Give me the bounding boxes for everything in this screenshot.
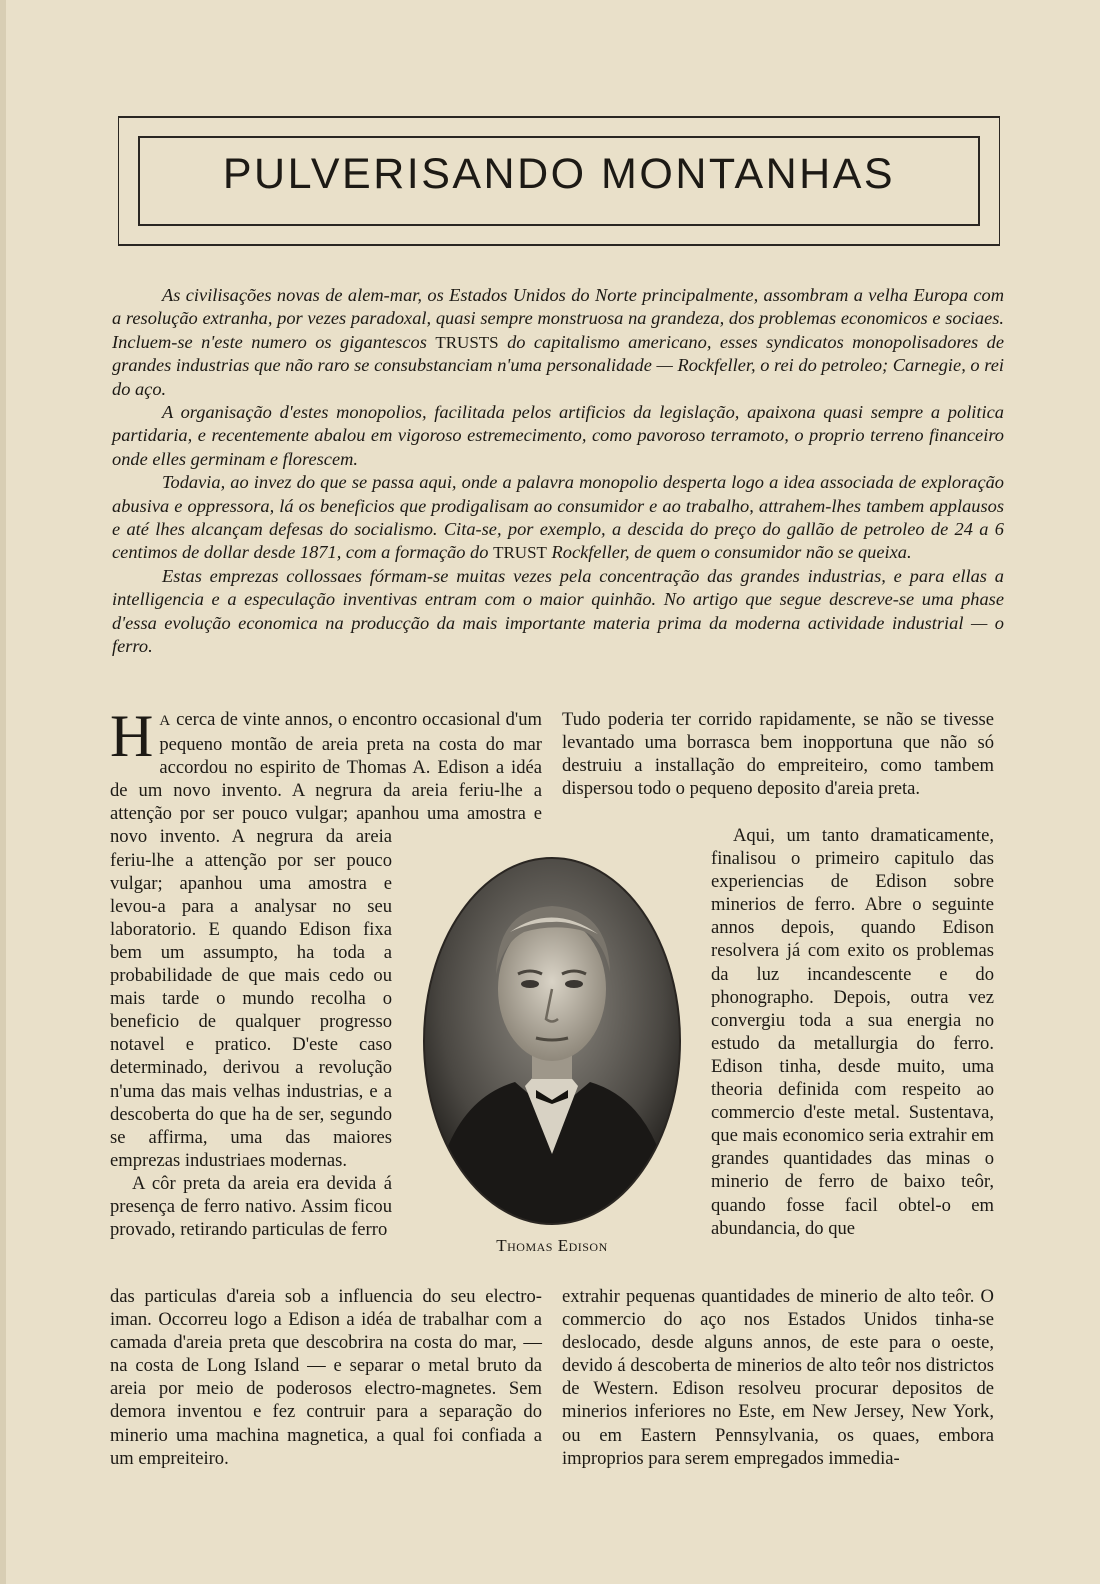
right-paragraph-2-continued: extrahir pequenas quantidades de minerio de alto teôr. O commercio do aço nos Estados Unidos tinha-se deslocado, desde alguns annos, de este para o oeste, devido á descoberta de minerios de alto teôr nos districtos de Western. Edison resolveu procurar depositos de minerios inferiores no Este, em New Jersey, New York, ou em Eastern Pennsylvania, os quaes, embora improprios para serem empregados immedia- — [562, 1286, 994, 1469]
intro-p3-trust: TRUST — [493, 543, 547, 563]
left-p1-lead: cerca de vinte annos, o encontro occasional d'um pequeno montão de areia preta na costa do mar accordou no espirito de Thomas A. Edison a idéa de um novo invento. A negrura da areia feriu-lhe a attenção por ser pouco vulgar; apanhou uma amostra e — [110, 709, 542, 824]
portrait-caption-text: Thomas Edison — [496, 1236, 608, 1255]
right-paragraph-1: Tudo poderia ter corrido rapidamente, se não se tivesse levantado uma borrasca bem inopportuna que não só destruiu a installação do empreiteiro, como tambem dispersou todo o pequeno deposito d'areia preta. — [562, 709, 994, 800]
intro-p3-text-b: Rockfeller, de quem o consumidor não se queixa. — [551, 542, 912, 563]
left-paragraph-2: A côr preta da areia era devida á presença de ferro nativo. Assim ficou provado, retirando particulas de ferro — [110, 1172, 392, 1241]
dropcap-letter: H — [110, 708, 154, 769]
portrait-caption — [420, 1236, 684, 1256]
intro-p1-text-a: As civilisações novas de alem-mar, os Estados Unidos do Norte principalmente, assombram a velha Europa com a resolução extranha, por vezes paradoxal, quasi sempre monstruosa na grandeza, dos problemas economicos e sociaes. Incluem-se n'este numero os gigantescos — [112, 285, 1004, 352]
left-paragraph-1 — [110, 708, 542, 824]
intro-paragraph-2: A organisação d'estes monopolios, facilitada pelos artificios da legislação, apaixona quasi sempre a politica partidaria, e recentemente abalou em vigoroso estremecimento, como pavoroso terramoto, o proprio terreno financeiro onde elles germinam e florescem. — [112, 402, 1004, 469]
right-paragraph-2: Aqui, um tanto dramaticamente, finalisou o primeiro capitulo das experiencias de Edison sobre minerios de ferro. Abre o seguinte annos depois, quando Edison resolvera já com exito os problemas da luz incandescente e do phonographo. Depois, outra vez convergiu toda a sua energia no estudo da metallurgia do ferro. Edison tinha, desde muito, uma theoria definida com respeito ao commercio d'este metal. Sustentava, que mais economico seria extrahir em grandes quantidades das minas o minerio de ferro de baixo teôr, quando fosse facil obtel-o em abundancia, do que — [711, 825, 994, 1239]
left-paragraph-1-narrow — [110, 824, 392, 1172]
dropcap-small: A — [159, 713, 172, 729]
right-column-top — [562, 708, 994, 800]
edison-portrait — [420, 854, 684, 1228]
page-title: PULVERISANDO MONTANHAS — [222, 150, 896, 198]
page-edge — [0, 0, 6, 1584]
intro-paragraph-4: Estas emprezas collossaes fórmam-se muitas vezes pela concentração das grandes industrias, e para ellas a intelligencia e a especulação inventivas entram com o maior quinhão. No artigo que segue descreve-se uma phase d'essa evolução economica na producção da mais importante materia prima da moderna actividade industrial — o ferro. — [112, 565, 1004, 657]
left-column-top — [110, 708, 542, 824]
intro-p1-trusts: TRUSTS — [435, 332, 499, 352]
intro-p3-text-a: Todavia, ao invez do que se passa aqui, onde a palavra monopolio desperta logo a idea associada de exploração abusiva e oppressora, lá os beneficios que prodigalisam ao consumidor e ao trabalho, attrahem-lhes tambem applausos e até lhes alcançam defesas do socialismo. Cita-se, por exemplo, a descida do preço do gallão de petroleo de 24 a 6 centimos de dollar desde 1871, com a formação do — [112, 472, 1004, 563]
right-column-narrow — [711, 824, 994, 1286]
left-p1-lead-narrow: novo invento. A negrura da areia feriu-lhe a attenção por ser pouco vulgar; apanhou uma amostra e levou-a para a analysar no seu laboratorio. E quando Edison fixa bem um assumpto, ha toda a probabilidade de que mais cedo ou mais tarde o mundo recolha o beneficio de qualquer progresso notavel e pratico. D'este caso determinado, derivou a revolução n'uma das mais velhas industrias, e a descoberta do que ha de ser, segundo se affirma, uma das maiores emprezas industriaes modernas. — [110, 826, 392, 1171]
left-column-narrow — [110, 824, 392, 1286]
right-column-bottom — [562, 1285, 994, 1470]
left-column-bottom — [110, 1285, 542, 1470]
intro-paragraph-1 — [112, 284, 1004, 401]
left-paragraph-2-continued: das particulas d'areia sob a influencia do seu electro-iman. Occorreu logo a Edison a idéa de trabalhar com a camada d'areia preta que descobrira na costa do mar, — na costa de Long Island — e separar o metal bruto da areia por meio de poderosos electro-magnetes. Sem demora inventou e fez contruir para a separação do minerio uma machina magnetica, a qual foi confiada a um empreiteiro. — [110, 1286, 542, 1469]
intro-paragraph-3 — [112, 471, 1004, 565]
intro-p1-text-b: do capitalismo americano, esses syndicatos monopolisadores de grandes industrias que não raro se consubstanciam n'uma personalidade — Rockfeller, o rei do petroleo; Carnegie, o rei do aço. — [112, 331, 1004, 399]
intro-section — [112, 284, 1004, 659]
